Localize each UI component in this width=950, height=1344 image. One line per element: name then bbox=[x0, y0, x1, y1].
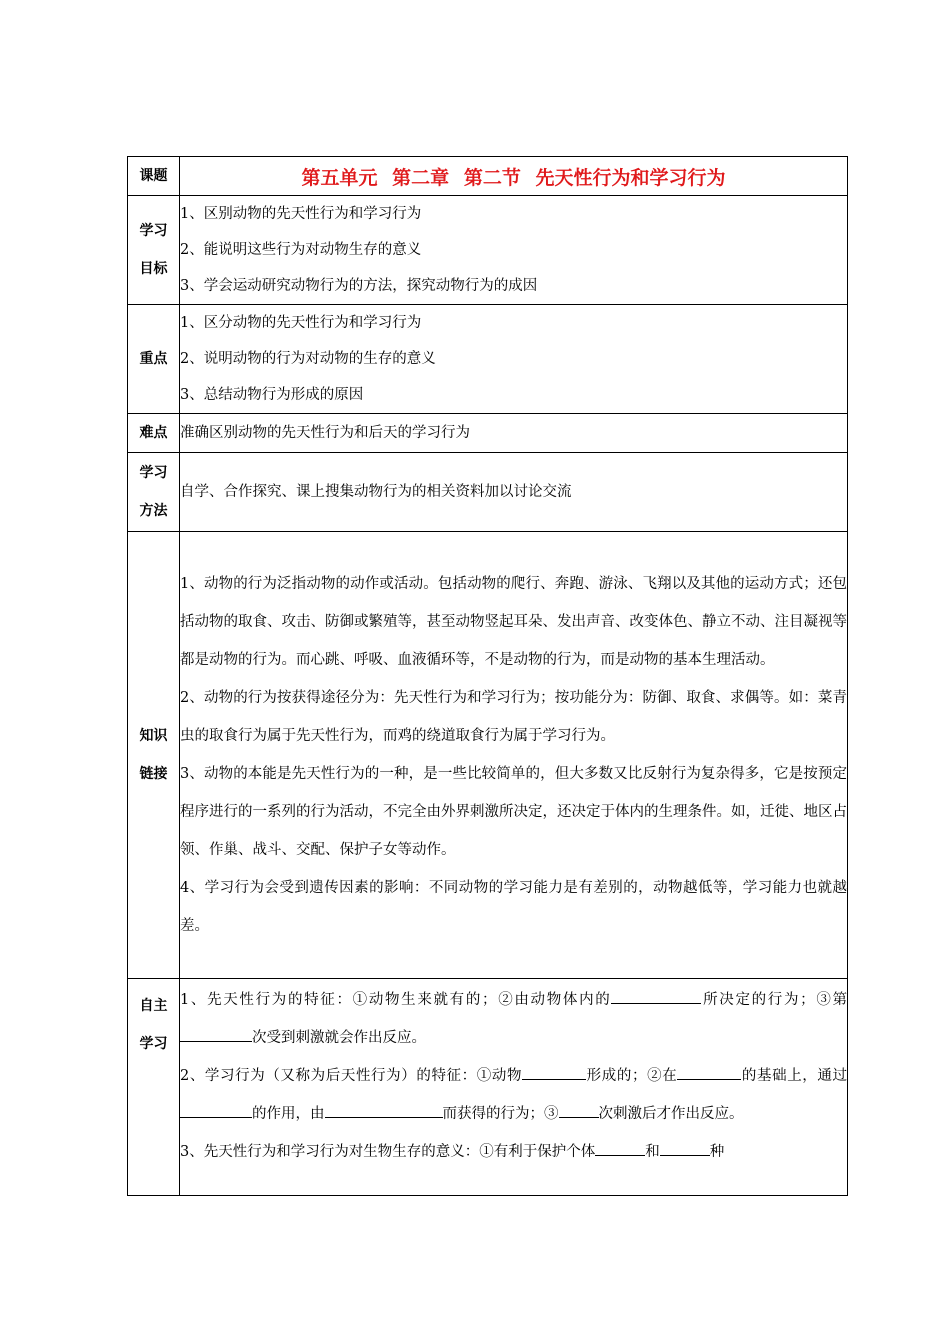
title-topic: 先天性行为和学习行为 bbox=[535, 166, 726, 189]
goals-content bbox=[180, 196, 848, 305]
keypoint-item: 2、说明动物的行为对动物的生存的意义 bbox=[180, 351, 436, 367]
self-study-content bbox=[180, 979, 848, 1196]
keypoints-label: 重点 bbox=[128, 305, 180, 414]
keypoints-row bbox=[128, 305, 848, 414]
fill-blank[interactable] bbox=[180, 1027, 252, 1042]
question-2: 2、学习行为（又称为后天性行为）的特征：①动物 形成的；②在 的基础上，通过的作用，由 而获得的行为；③ 次刺激后才作出反应。 bbox=[180, 1057, 847, 1133]
difficulty-row bbox=[128, 414, 848, 453]
self-study-row bbox=[128, 979, 848, 1196]
lesson-title bbox=[180, 157, 848, 196]
goals-label: 学习 目标 bbox=[128, 196, 180, 305]
method-label: 学习 方法 bbox=[128, 453, 180, 532]
fill-blank[interactable] bbox=[180, 1103, 252, 1118]
goal-item: 3、学会运动研究动物行为的方法，探究动物行为的成因 bbox=[180, 278, 538, 294]
knowledge-paragraph: 4、学习行为会受到遗传因素的影响：不同动物的学习能力是有差别的，动物越低等，学习能力也就越差。 bbox=[180, 880, 847, 934]
title-section: 第二节 bbox=[463, 166, 521, 189]
fill-blank[interactable] bbox=[325, 1103, 443, 1118]
goal-item: 2、能说明这些行为对动物生存的意义 bbox=[180, 242, 422, 258]
title-chapter: 第二章 bbox=[392, 166, 450, 189]
question-1: 1、先天性行为的特征：①动物生来就有的；②由动物体内的 所决定的行为；③第次受到刺激就会作出反应。 bbox=[180, 981, 847, 1057]
fill-blank[interactable] bbox=[660, 1141, 710, 1156]
keypoint-item: 3、总结动物行为形成的原因 bbox=[180, 387, 364, 403]
method-content: 自学、合作探究、课上搜集动物行为的相关资料加以讨论交流 bbox=[180, 453, 848, 532]
fill-blank[interactable] bbox=[677, 1065, 741, 1080]
difficulty-content: 准确区别动物的先天性行为和后天的学习行为 bbox=[180, 414, 848, 453]
knowledge-row bbox=[128, 532, 848, 979]
lesson-table bbox=[127, 156, 848, 1196]
question-3: 3、先天性行为和学习行为对生物生存的意义：①有利于保护个体 和 种 bbox=[180, 1133, 847, 1171]
keypoints-content bbox=[180, 305, 848, 414]
fill-blank[interactable] bbox=[595, 1141, 645, 1156]
fill-blank[interactable] bbox=[611, 989, 701, 1004]
title-unit: 第五单元 bbox=[301, 166, 378, 189]
goal-item: 1、区别动物的先天性行为和学习行为 bbox=[180, 206, 422, 222]
knowledge-label: 知识 链接 bbox=[128, 532, 180, 979]
knowledge-content bbox=[180, 532, 848, 979]
fill-blank[interactable] bbox=[559, 1103, 599, 1118]
difficulty-label: 难点 bbox=[128, 414, 180, 453]
keypoint-item: 1、区分动物的先天性行为和学习行为 bbox=[180, 315, 422, 331]
knowledge-paragraph: 3、动物的本能是先天性行为的一种，是一些比较简单的，但大多数又比反射行为复杂得多，它是按预定程序进行的一系列的行为活动，不完全由外界刺激所决定，还决定于体内的生理条件。如，迁徙、地区占领、作巢、战斗、交配、保护子女等动作。 bbox=[180, 766, 847, 858]
title-row bbox=[128, 157, 848, 196]
method-row bbox=[128, 453, 848, 532]
knowledge-paragraph: 1、动物的行为泛指动物的动作或活动。包括动物的爬行、奔跑、游泳、飞翔以及其他的运动方式；还包括动物的取食、攻击、防御或繁殖等，甚至动物竖起耳朵、发出声音、改变体色、静立不动、注目凝视等都是动物的行为。而心跳、呼吸、血液循环等，不是动物的行为，而是动物的基本生理活动。 bbox=[180, 576, 847, 668]
fill-blank[interactable] bbox=[522, 1065, 586, 1080]
goals-row bbox=[128, 196, 848, 305]
title-label: 课题 bbox=[128, 157, 180, 196]
self-study-label: 自主 学习 bbox=[128, 979, 180, 1196]
knowledge-paragraph: 2、动物的行为按获得途径分为：先天性行为和学习行为；按功能分为：防御、取食、求偶等。如：菜青虫的取食行为属于先天性行为，而鸡的绕道取食行为属于学习行为。 bbox=[180, 690, 847, 744]
